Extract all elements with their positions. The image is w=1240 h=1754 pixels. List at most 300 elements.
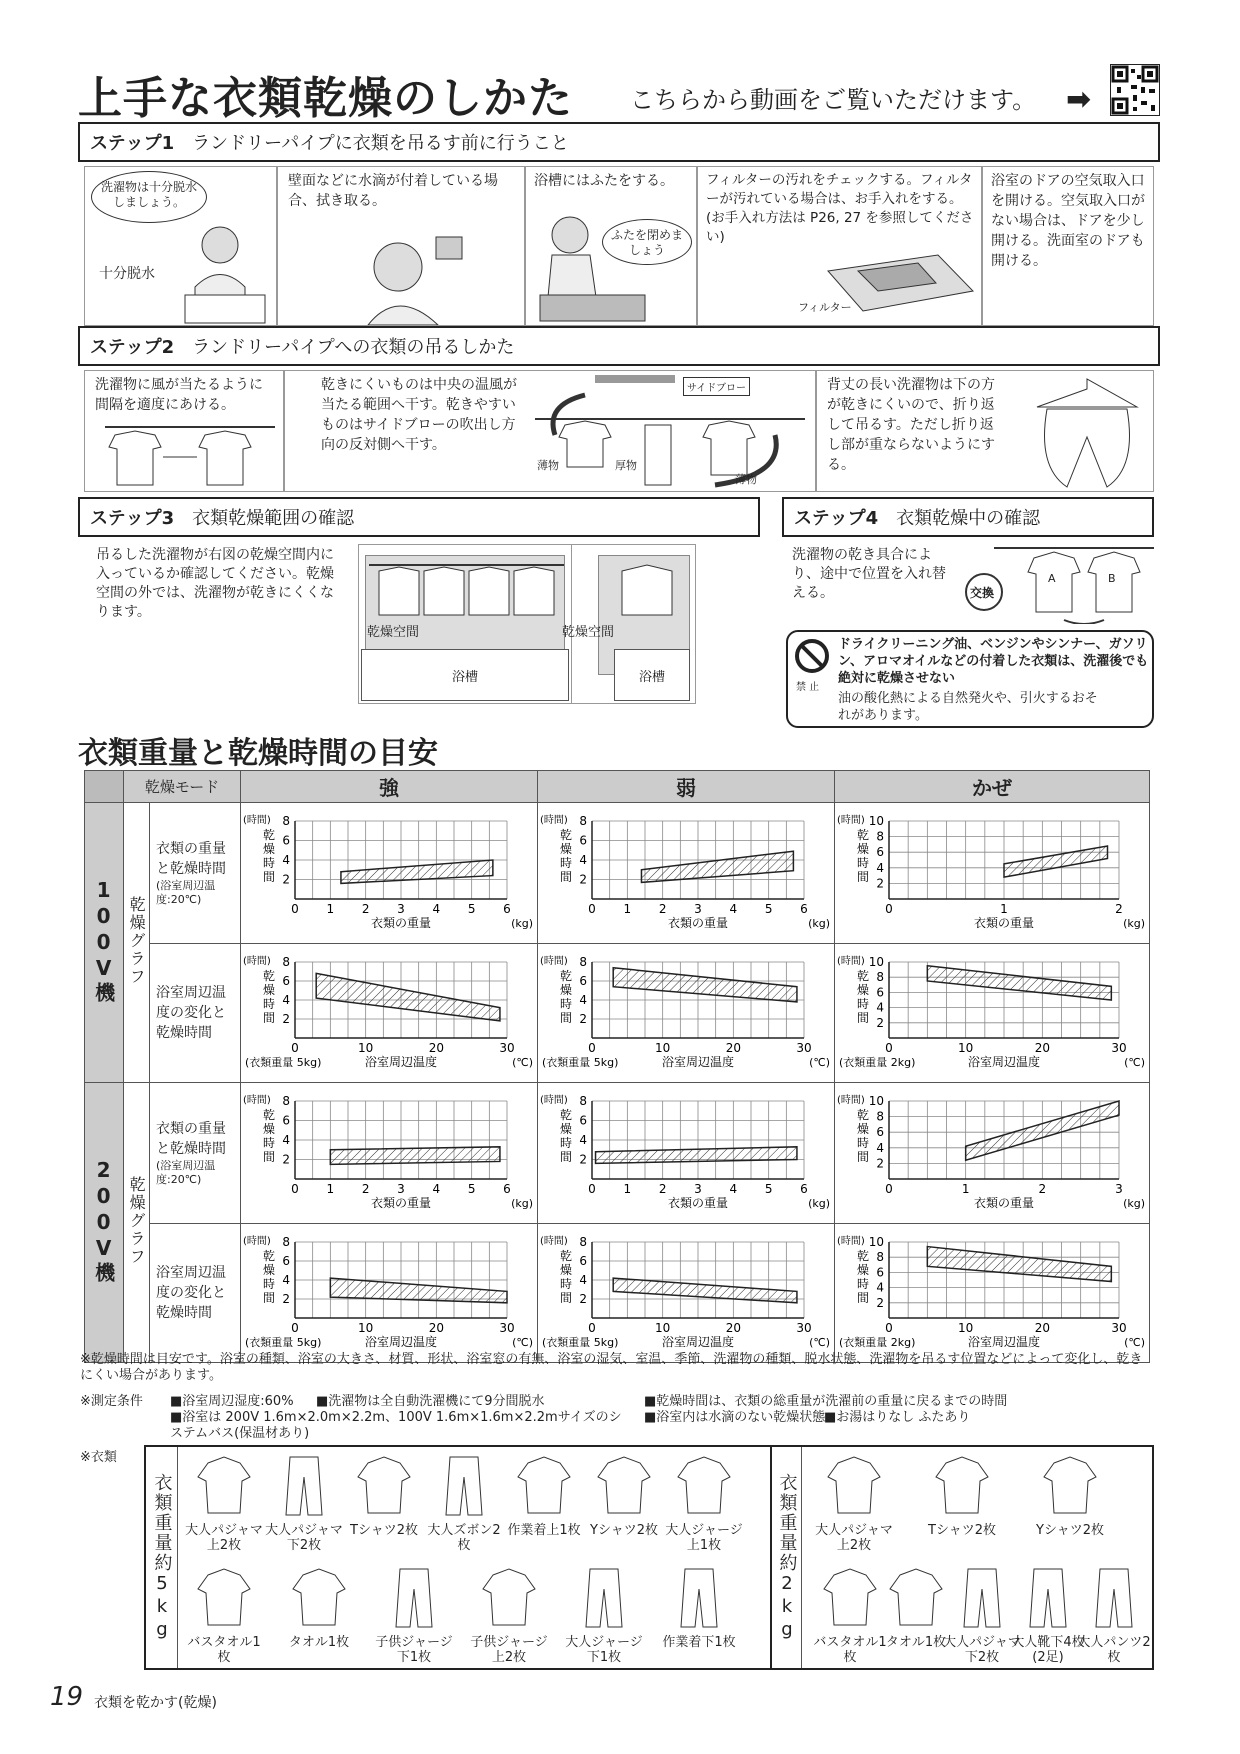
y-tick-label: 2 [282,1152,290,1167]
y-axis-label-char: 乾 [559,828,572,842]
load-condition-label: (衣類重量 2kg) [838,1336,916,1349]
x-unit-label: (kg) [511,1197,533,1210]
step3-bar [78,497,760,537]
x-axis-label: 衣類の重量 [370,1196,431,1210]
clothing-item-label: Tシャツ2枚 [350,1523,418,1538]
weak-header: 弱 [537,771,834,803]
step2-panel-spacing [84,370,284,492]
load-condition-label: (衣類重量 2kg) [838,1056,916,1069]
drying-time-band [613,968,797,1002]
warning-box [786,630,1154,728]
y-tick-label: 4 [282,1133,290,1147]
y-axis-label-char: 乾 [559,969,572,983]
x-axis-label: 浴室周辺温度 [967,1055,1040,1069]
y-tick-label: 2 [579,1012,587,1026]
garment-shape [518,1457,570,1513]
note-clothes-label: ※衣類 [80,1450,117,1465]
garment-shape [598,1457,650,1513]
clothing-item-label: 大人パジャマ上2枚 [815,1523,893,1553]
clothing-item-icon [386,1565,442,1631]
y-tick-label: 2 [876,1295,884,1310]
sideblow-label: サイドブロー [683,377,750,396]
y-axis-label-char: 乾 [262,1108,275,1122]
y-unit-label: (時間) [836,956,865,967]
x-tick-label: 20 [725,1321,741,1335]
y-tick-label: 4 [876,1000,884,1015]
x-tick-label: 5 [764,1182,773,1196]
graph-label-200: 乾燥グラフ [124,1083,150,1363]
chart-100v-weak-weight [538,803,834,939]
y-axis-label-char: 間 [559,870,572,884]
row-weight-label-200 [149,1083,240,1224]
y-tick-label: 6 [579,974,587,988]
folded-pants-hanger-icon [1027,377,1147,489]
garment-shape [286,1457,322,1515]
x-tick-label: 1 [1000,902,1008,916]
y-unit-label: (時間) [539,815,568,826]
y-tick-label: 4 [579,1133,587,1147]
x-axis-label: 浴室周辺温度 [364,1335,437,1349]
y-axis-label-char: 燥 [856,842,869,856]
clothing-item-icon [356,1453,412,1519]
x-unit-label: (kg) [808,1197,830,1210]
x-tick-label: 10 [958,1321,974,1335]
x-unit-label: (kg) [808,917,830,930]
speech-bubble-lid: ふたを閉めましょう [602,219,692,265]
clothing-item-label: 大人パジャマ下2枚 [265,1523,343,1553]
step1-text4: フィルターの汚れをチェックする。フィルターが汚れている場合は、お手入れをする。(お手入れ方法は P26, 27 を参照してください) [706,172,974,245]
load-condition-label: (衣類重量 5kg) [541,1336,619,1349]
row-weight-note: (浴室周辺温度:20℃) [155,879,216,906]
y-axis-label-char: 乾 [856,969,869,983]
single-shirt-icon [612,559,682,619]
drying-time-band [927,1247,1111,1282]
chart-200v-weak-weight [538,1083,834,1219]
garment-shape [293,1569,345,1625]
garment-shape [828,1457,880,1513]
x-tick-label: 10 [358,1041,374,1055]
y-tick-label: 2 [876,876,884,891]
clothing-item-icon [276,1453,332,1519]
step1-panel-filter [697,166,982,326]
caption-filter: フィルター [798,301,852,314]
wind-header: かぜ [834,771,1149,803]
row-weight-label [149,803,240,944]
y-axis-label-char: 間 [559,1291,572,1305]
clothing-item-icon [671,1565,727,1631]
y-tick-label: 10 [868,814,884,828]
prohibit-label: 禁 止 [796,682,820,693]
y-unit-label: (時間) [242,956,271,967]
y-axis-label-char: 時 [262,997,275,1011]
y-axis-label-char: 間 [262,870,275,884]
clothing-item-icon [596,1453,652,1519]
garment-shape [483,1569,535,1625]
x-tick-label: 1 [326,902,335,916]
x-tick-label: 5 [764,902,773,916]
row-weight-text: 衣類の重量と乾燥時間 [155,841,226,877]
video-note: こちらから動画をご覧いただけます。 [630,86,1037,114]
x-tick-label: 30 [796,1321,812,1335]
x-tick-label: 3 [1115,1182,1123,1196]
y-tick-label: 6 [282,974,290,988]
y-tick-label: 8 [876,970,884,985]
x-tick-label: 5 [467,1182,476,1196]
x-tick-label: 0 [588,1321,596,1335]
y-tick-label: 8 [579,1235,587,1249]
arrow-right-icon: ➡ [1066,82,1092,117]
y-axis-label-char: 燥 [262,842,275,856]
row-temp-label-200: 浴室周辺温度の変化と乾燥時間 [149,1224,240,1363]
x-tick-label: 30 [499,1041,515,1055]
step1-panel-lid [525,166,697,326]
x-tick-label: 1 [623,1182,632,1196]
warning-body: 油の酸化熱による自然発火や、引火するおそれがあります。 [838,691,1098,723]
y-tick-label: 2 [282,872,290,887]
y-tick-label: 8 [282,1235,290,1249]
x-tick-label: 1 [961,1182,970,1196]
x-axis-label: 衣類の重量 [973,916,1034,930]
x-tick-label: 6 [503,1182,511,1196]
x-axis-label: 衣類の重量 [370,916,431,930]
step1-panel-wipe [277,166,525,326]
y-tick-label: 4 [876,860,884,875]
chart-200v-wind-temp [835,1224,1149,1358]
weight-5kg-label: 衣類重量約5kg [146,1447,178,1668]
y-tick-label: 6 [876,985,884,1000]
x-tick-label: 2 [658,1182,667,1196]
x-tick-label: 0 [291,1182,299,1196]
thin-label-1: 薄物 [537,459,559,472]
model-200v: 200V機 [85,1083,124,1363]
y-tick-label: 6 [876,845,884,860]
x-tick-label: 2 [658,902,667,916]
note-drying-time: ※乾燥時間は目安です。浴室の種類、浴室の大きさ、材質、形状、浴室窓の有無、浴室の湿気、室温、季節、洗濯物の種類、脱水状態、洗濯物を吊るす位置などによって変化し、乾きにくい場合があります。 [80,1352,1143,1383]
garment-shape [964,1569,1000,1627]
y-axis-label-char: 時 [559,1136,572,1150]
clothing-item-icon [196,1453,252,1519]
y-tick-label: 4 [579,1273,587,1287]
step1-text3: 浴槽にはふたをする。 [534,173,674,189]
x-tick-label: 20 [428,1321,444,1335]
y-axis-label-char: 燥 [856,1122,869,1136]
x-tick-label: 2 [361,1182,370,1196]
y-axis-label-char: 燥 [262,983,275,997]
clothing-item-icon [934,1453,990,1519]
y-axis-label-char: 燥 [856,1263,869,1277]
x-tick-label: 10 [358,1321,374,1335]
x-tick-label: 0 [588,1182,596,1196]
garment-shape [1096,1569,1132,1627]
step1-text5: 浴室のドアの空気取入口を開ける。空気取入口がない場合は、ドアを少し開ける。洗面室のドアも開ける。 [991,173,1145,269]
clothing-item-label: 大人パジャマ上2枚 [185,1523,263,1553]
load-condition-label: (衣類重量 5kg) [244,1056,322,1069]
y-tick-label: 4 [876,1140,884,1155]
chart-200v-wind-weight [835,1083,1149,1219]
y-axis-label-char: 時 [559,1277,572,1291]
clothing-item-label: 大人パンツ2枚 [1077,1635,1151,1665]
x-unit-label: (℃) [1124,1056,1145,1069]
x-axis-label: 浴室周辺温度 [364,1055,437,1069]
strong-header: 強 [240,771,537,803]
y-axis-label-char: 時 [262,1277,275,1291]
thick-label: 厚物 [615,459,637,472]
x-axis-label: 衣類の重量 [973,1196,1034,1210]
x-unit-label: (℃) [809,1336,830,1349]
y-tick-label: 8 [282,955,290,969]
step2-panel-fold [816,370,1154,492]
prohibit-icon [794,638,830,674]
y-axis-label-char: 時 [262,856,275,870]
clothing-item-icon [516,1453,572,1519]
x-tick-label: 0 [885,1041,893,1055]
chart-100v-strong-weight [241,803,537,939]
y-axis-label-char: 時 [856,856,869,870]
clothing-item-label: 作業着下1枚 [662,1635,736,1650]
x-tick-label: 1 [326,1182,335,1196]
clothing-item-label: 大人靴下4枚(2足) [1011,1635,1085,1665]
warning-title: ドライクリーニング油、ベンジンやシンナー、ガソリン、アロマオイルなどの付着した衣類は、洗濯後でも絶対に乾燥させない [838,637,1149,686]
y-tick-label: 8 [876,829,884,844]
step2-text1: 洗濯物に風が当たるように間隔を適度にあける。 [95,377,263,413]
hanging-clothes-icon [369,559,564,619]
row-weight-note-200: (浴室周辺温度:20℃) [155,1159,216,1186]
y-axis-label-char: 間 [559,1011,572,1025]
load-condition-label: (衣類重量 5kg) [244,1336,322,1349]
x-tick-label: 0 [291,1321,299,1335]
clothing-item-icon [676,1453,732,1519]
garment-shape [678,1457,730,1513]
chart-100v-strong-temp [241,944,537,1078]
clothing-item-label: 作業着上1枚 [507,1523,581,1538]
x-tick-label: 2 [1038,1182,1047,1196]
y-axis-label-char: 間 [856,1291,869,1305]
y-tick-label: 4 [579,993,587,1007]
step1-label: ステップ1 [90,133,175,154]
y-axis-label-char: 間 [262,1291,275,1305]
y-tick-label: 2 [282,1292,290,1306]
x-tick-label: 30 [796,1041,812,1055]
y-unit-label: (時間) [836,1095,865,1106]
x-tick-label: 5 [467,902,476,916]
step1-text2: 壁面などに水滴が付着している場合、拭き取る。 [288,173,498,209]
y-axis-label-char: 燥 [856,983,869,997]
step4-label: ステップ4 [794,508,879,529]
y-tick-label: 4 [282,993,290,1007]
y-tick-label: 2 [876,1156,884,1171]
y-axis-label-char: 乾 [856,828,869,842]
clothing-item-label: Yシャツ2枚 [1036,1523,1104,1538]
note-cond-5: ■浴室内は水滴のない乾燥状態 [644,1410,826,1425]
y-axis-label-char: 間 [559,1150,572,1164]
speech-bubble: 洗濯物は十分脱水しましょう。 [91,171,207,223]
clothing-item-label: バスタオル1枚 [187,1635,261,1665]
garment-shape [1044,1457,1096,1513]
x-tick-label: 2 [361,902,370,916]
step2-bar [78,326,1160,366]
note-cond-1: ■浴室周辺湿度:60% [170,1394,294,1409]
x-unit-label: (kg) [511,917,533,930]
x-axis-label: 浴室周辺温度 [661,1055,734,1069]
x-tick-label: 0 [291,902,299,916]
person-bath-lid-icon [530,207,650,325]
exchange-label: 交換 [970,586,995,600]
y-axis-label-char: 時 [559,856,572,870]
y-axis-label-char: 間 [856,1011,869,1025]
y-axis-label-char: 間 [856,870,869,884]
clothing-item-icon [576,1565,632,1631]
y-tick-label: 2 [579,1152,587,1167]
clothing-item-icon [1020,1565,1076,1631]
y-axis-label-char: 燥 [559,983,572,997]
x-axis-label: 浴室周辺温度 [967,1335,1040,1349]
garment-shape [198,1457,250,1513]
x-tick-label: 0 [588,902,596,916]
y-tick-label: 10 [868,1094,884,1108]
load-condition-label: (衣類重量 5kg) [541,1056,619,1069]
y-tick-label: 8 [282,1094,290,1108]
garment-shape [890,1569,942,1625]
x-axis-label: 衣類の重量 [667,1196,728,1210]
clothing-item-label: Yシャツ2枚 [590,1523,658,1538]
drying-time-band [927,966,1111,1000]
y-unit-label: (時間) [539,1236,568,1247]
x-axis-label: 衣類の重量 [667,916,728,930]
x-tick-label: 30 [499,1321,515,1335]
mode-header: 乾燥モード [124,771,241,803]
qr-code-icon[interactable] [1110,64,1160,116]
garment-shape [1030,1569,1066,1627]
x-tick-label: 3 [397,1182,405,1196]
y-tick-label: 2 [579,1292,587,1306]
y-axis-label-char: 燥 [559,842,572,856]
y-axis-label-char: 時 [559,997,572,1011]
y-unit-label: (時間) [242,815,271,826]
y-axis-label-char: 間 [262,1011,275,1025]
person-wiping-icon [348,227,488,325]
y-tick-label: 10 [868,1235,884,1249]
x-tick-label: 2 [1115,902,1123,916]
step3-title: 衣類乾燥範囲の確認 [192,508,355,529]
drying-time-band [1004,846,1108,877]
note-cond-6: ■お湯はりなし ふたあり [824,1410,971,1425]
x-unit-label: (kg) [1123,917,1145,930]
drying-time-band [596,1147,797,1164]
y-axis-label-char: 燥 [559,1263,572,1277]
clothing-item-label: 大人ジャージ下1枚 [565,1635,643,1665]
y-tick-label: 2 [876,1015,884,1030]
chart-200v-weak-temp [538,1224,834,1358]
y-tick-label: 4 [282,1273,290,1287]
garment-shape [936,1457,988,1513]
y-tick-label: 6 [282,833,290,848]
x-tick-label: 20 [1034,1321,1050,1335]
footer-label: 衣類を乾かす(乾燥) [94,1695,217,1711]
garment-shape [446,1457,482,1515]
x-tick-label: 4 [432,902,441,916]
model-100v: 100V機 [85,803,124,1083]
y-tick-label: 10 [868,955,884,969]
step2-panel-position [284,370,816,492]
x-unit-label: (℃) [1124,1336,1145,1349]
section2-title: 衣類重量と乾燥時間の目安 [78,736,438,771]
tub-label: 浴槽 [361,649,569,701]
y-axis-label-char: 乾 [856,1108,869,1122]
x-tick-label: 10 [958,1041,974,1055]
garment-shape [198,1569,250,1625]
clothing-item-icon [481,1565,537,1631]
drying-time-table [84,770,1150,1363]
y-tick-label: 6 [876,1265,884,1280]
clothing-item-icon [1042,1453,1098,1519]
y-tick-label: 8 [579,814,587,828]
clothing-item-icon [826,1453,882,1519]
x-tick-label: 6 [800,902,808,916]
x-tick-label: 20 [428,1041,444,1055]
x-tick-label: 0 [885,902,893,916]
x-unit-label: (℃) [512,1336,533,1349]
y-axis-label-char: 燥 [262,1122,275,1136]
y-tick-label: 6 [282,1113,290,1128]
clothes-box [144,1445,1154,1670]
x-unit-label: (℃) [809,1056,830,1069]
clothing-item-label: 大人パジャマ下2枚 [943,1635,1021,1665]
y-unit-label: (時間) [242,1095,271,1106]
clothing-item-icon [436,1453,492,1519]
shirt-a-label: A [1048,572,1056,585]
y-tick-label: 2 [282,1012,290,1026]
drying-space-label: 乾燥空間 [367,625,420,640]
x-tick-label: 3 [397,902,405,916]
clothing-item-label: タオル1枚 [885,1635,947,1650]
tub-label-2: 浴槽 [614,649,690,701]
clothing-item-label: Tシャツ2枚 [928,1523,996,1538]
x-axis-label: 浴室周辺温度 [661,1335,734,1349]
step2-label: ステップ2 [90,337,175,358]
step2-title: ランドリーパイプへの衣類の吊るしかた [192,337,515,358]
y-axis-label-char: 乾 [856,1249,869,1263]
step4-title: 衣類乾燥中の確認 [896,508,1041,529]
drying-space-diagram-wide [358,544,572,704]
step4-bar [782,497,1154,537]
chart-200v-strong-temp [241,1224,537,1358]
x-tick-label: 30 [1111,1041,1127,1055]
x-tick-label: 6 [800,1182,808,1196]
y-axis-label-char: 時 [262,1136,275,1150]
drying-time-band [641,851,793,882]
corner-cell [85,771,124,803]
y-tick-label: 8 [282,814,290,828]
x-tick-label: 20 [1034,1041,1050,1055]
y-axis-label-char: 乾 [262,1249,275,1263]
garment-shape [396,1569,432,1627]
y-tick-label: 6 [876,1125,884,1140]
clothing-item-icon [888,1565,944,1631]
x-tick-label: 3 [694,902,702,916]
y-unit-label: (時間) [836,815,865,826]
x-tick-label: 30 [1111,1321,1127,1335]
y-tick-label: 6 [579,1254,587,1268]
note-cond-4: ■浴室は 200V 1.6m×2.0m×2.2m、100V 1.6m×1.6m×2.2mサイズのシステムバス(保温材あり) [170,1410,622,1441]
y-axis-label-char: 間 [262,1150,275,1164]
clothing-item-label: 大人ズボン2枚 [427,1523,501,1553]
chart-100v-wind-temp [835,944,1149,1078]
y-tick-label: 4 [579,853,587,867]
step1-panel-door [982,166,1154,326]
y-tick-label: 6 [282,1254,290,1268]
y-axis-label-char: 燥 [262,1263,275,1277]
clothing-item-icon [196,1565,252,1631]
